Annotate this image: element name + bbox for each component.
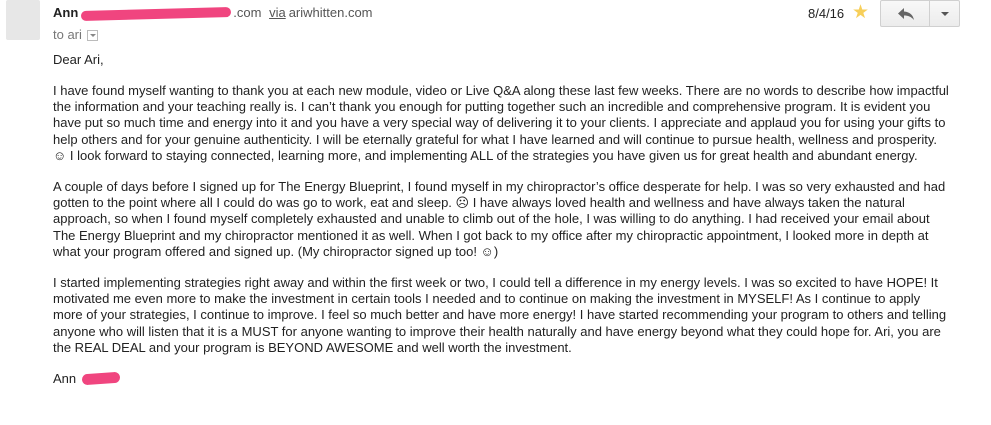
- via-domain: ariwhitten.com: [288, 5, 373, 20]
- via-link[interactable]: via: [269, 5, 286, 20]
- redacted-email-mark: [81, 7, 231, 21]
- sender-line: [53, 5, 373, 20]
- sender-avatar: [6, 0, 40, 40]
- reply-icon: [897, 7, 915, 21]
- details-dropdown-icon[interactable]: [87, 30, 98, 41]
- message-body: [53, 52, 953, 387]
- recipient-line: [53, 27, 98, 42]
- star-icon[interactable]: ★: [852, 2, 870, 23]
- signature-name: Ann: [53, 370, 77, 386]
- body-paragraph-3: I started implementing strategies right away and within the first week or two, I could tell a difference in my energy levels. I was so excited to have HOPE! It motivated me even more to make the investment in certain tools I needed and to continue on making the investment in MYSELF! As I continue to apply more of your strategies, I continue to improve. I feel so much better and have more energy! I have started recommending your program to others and telling anyone who will listen that it is a MUST for anyone wanting to improve their health naturally and have energy beyond what they could hope for. Ari, you are the REAL DEAL and your program is BEYOND AWESOME and well worth the investment.: [53, 274, 947, 355]
- reply-button[interactable]: [880, 0, 930, 27]
- more-actions-button[interactable]: [929, 0, 960, 27]
- greeting: Dear Ari,: [53, 52, 104, 67]
- message-date: 8/4/16: [808, 6, 845, 21]
- signature: [53, 371, 953, 387]
- body-paragraph-2: A couple of days before I signed up for The Energy Blueprint, I found myself in my chiropractor’s office desperate for help. I was so very exhausted and had gotten to the point where all I could do was go to work, eat and sleep. ☹ I have always loved health and wellness and have always taken the natural approach, so when I found myself completely exhausted and unable to climb out of the hole, I was willing to do anything. I had received your email about The Energy Blueprint and my chiropractor mentioned it as well. When I got back to my office after my chiropractic appointment, I looked more in depth at what your program offered and signed up. (My chiropractor signed up too! ☺): [53, 178, 946, 259]
- redacted-surname-mark: [82, 372, 121, 386]
- body-paragraph-1: I have found myself wanting to thank you at each new module, video or Live Q&A along these last few weeks. There are no words to describe how impactful the information and your teaching really is. I can’t thank you enough for putting together such an incredible and comprehensive program. It is evident you have put so much time and energy into it and you have a very special way of delivering it to your clients. I appreciate and applaud you for using your gifts to help others and for your genuine authenticity. I will be eternally grateful for what I have learned and will continue to pursue health, wellness and prosperity. ☺ I look forward to staying connected, learning more, and implementing ALL of the strategies you have given us for great health and abundant energy.: [53, 82, 949, 163]
- sender-name[interactable]: Ann: [53, 5, 79, 20]
- recipient-text: to ari: [53, 27, 82, 42]
- sender-email-tail: .com: [233, 5, 262, 20]
